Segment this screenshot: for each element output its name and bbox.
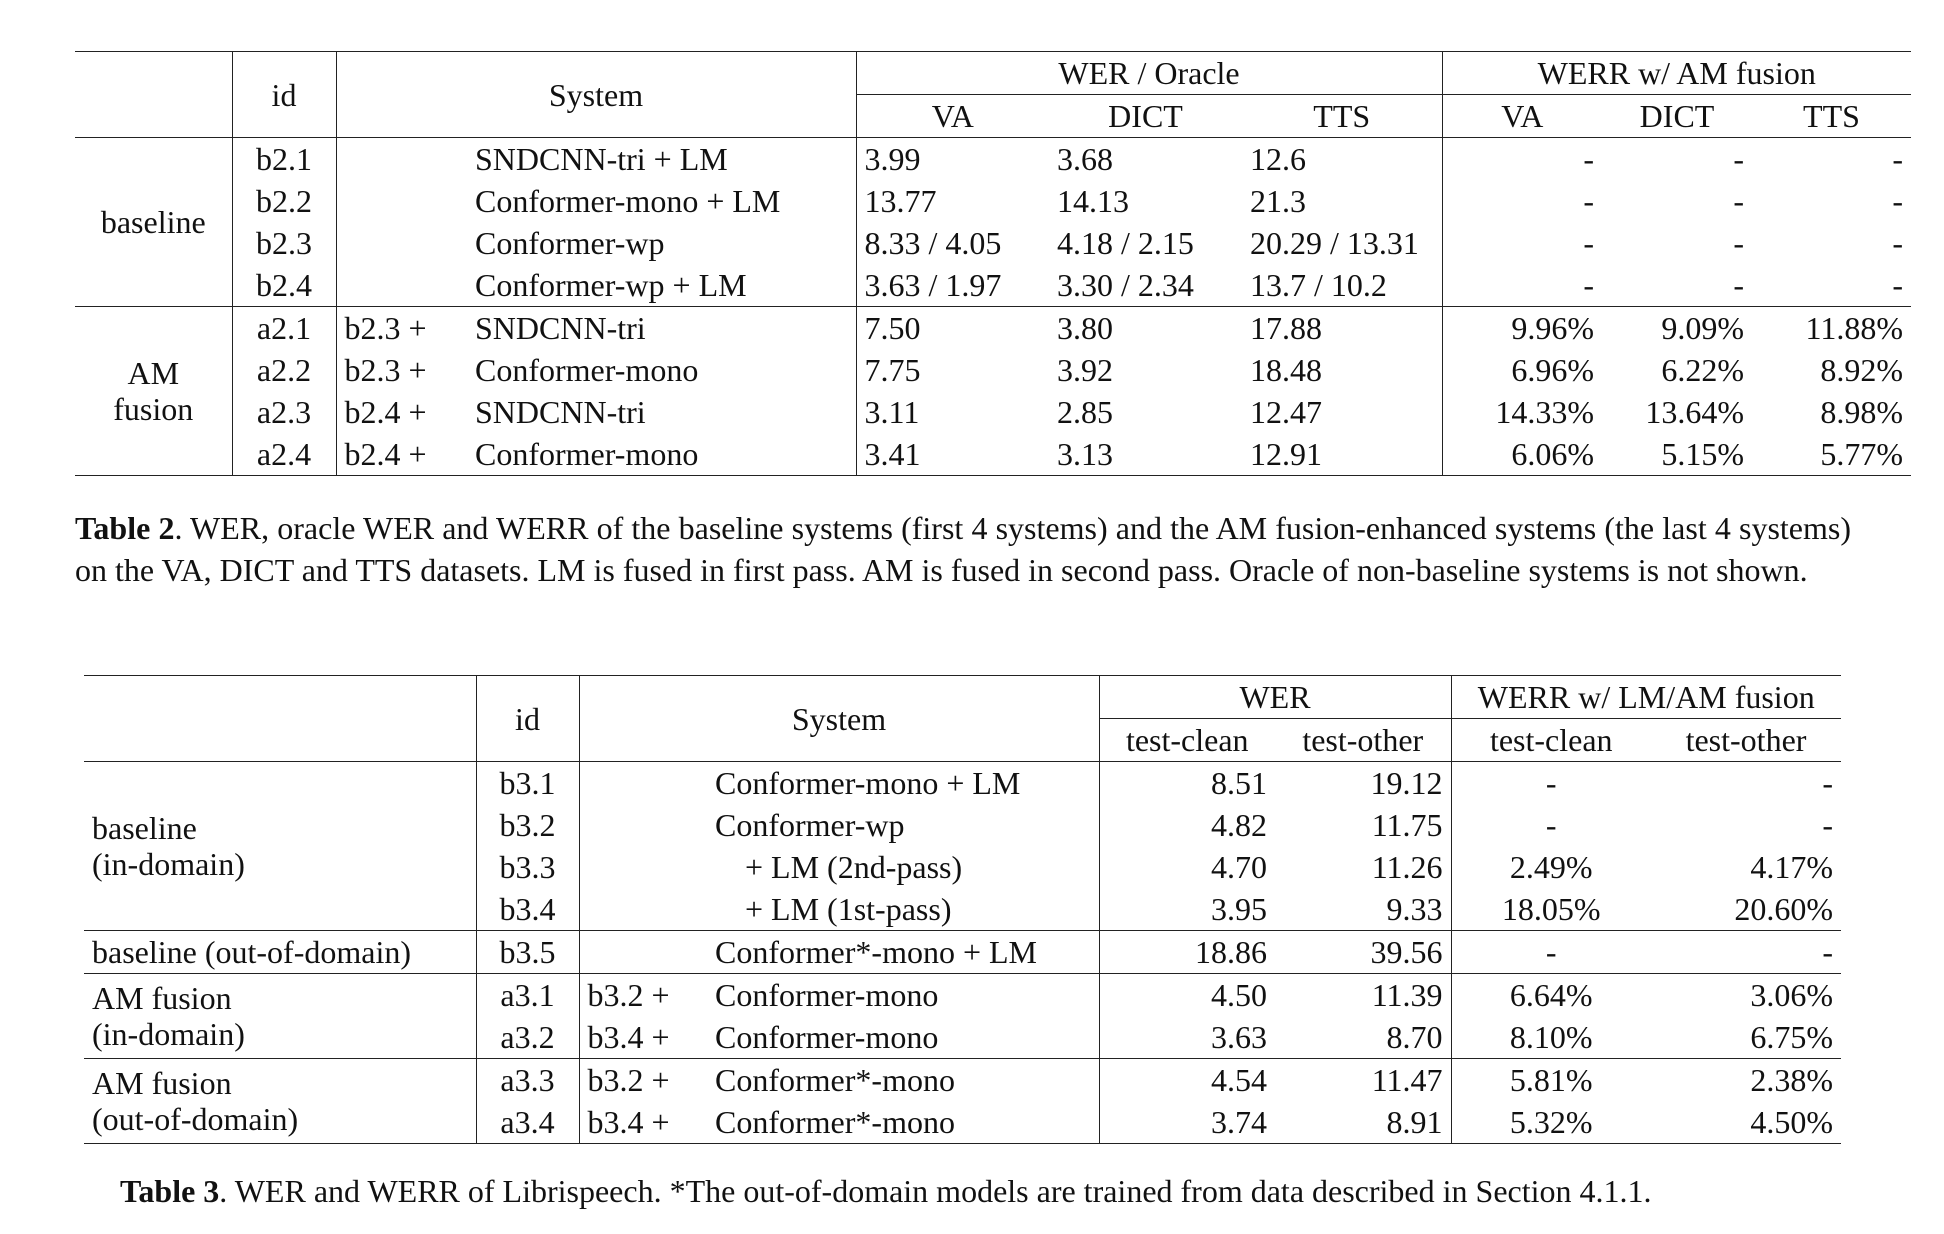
table-row: b2.2 Conformer-mono + LM 13.77 14.13 21.3 - - - (75, 180, 1911, 222)
table-3-group-baseline-out: baseline (out-of-domain) (84, 931, 476, 974)
table-row: a2.3 b2.4 + SNDCNN-tri 3.11 2.85 12.47 14.33% 13.64% 8.98% (75, 391, 1911, 433)
table-3-group-am-out: AM fusion (out-of-domain) (84, 1059, 476, 1144)
table-3-group-am-in: AM fusion (in-domain) (84, 974, 476, 1059)
table-2-caption (75, 507, 1851, 591)
table-row: b2.4 Conformer-wp + LM 3.63 / 1.97 3.30 / 2.34 13.7 / 10.2 - - - (75, 264, 1911, 307)
table-row: AM fusion a2.1 b2.3 + SNDCNN-tri 7.50 3.80 17.88 9.96% 9.09% 11.88% (75, 307, 1911, 350)
table-row: AM fusion (out-of-domain) a3.3 b3.2 + Conformer*-mono 4.54 11.47 5.81% 2.38% (84, 1059, 1841, 1102)
table-2-group-am-fusion: AM fusion (75, 307, 232, 476)
table-3-subcol-wer-other: test-other (1302, 722, 1424, 758)
table-2-subcol-werr-tts: TTS (1803, 98, 1860, 134)
table-3-group-werr: WERR w/ LM/AM fusion (1451, 676, 1841, 719)
table-row: b3.3 + LM (2nd-pass) 4.70 11.26 2.49% 4.17% (84, 846, 1841, 888)
table-3-col-system: System (579, 676, 1099, 762)
table-2-subcol-werr-va: VA (1442, 95, 1602, 138)
table-3-caption-text: . WER and WERR of Librispeech. *The out-of-domain models are trained from data described in Section 4.1.1. (219, 1173, 1652, 1209)
table-row: baseline (in-domain) b3.1 Conformer-mono + LM 8.51 19.12 - - (84, 762, 1841, 805)
table-2-group-werr: WERR w/ AM fusion (1442, 52, 1911, 95)
table-3-caption-label: Table 3 (120, 1173, 220, 1209)
table-row: a2.2 b2.3 + Conformer-mono 7.75 3.92 18.48 6.96% 6.22% 8.92% (75, 349, 1911, 391)
table-2-group-wer: WER / Oracle (856, 52, 1442, 95)
table-2-subcol-dict: DICT (1108, 98, 1183, 134)
table-row: b2.3 Conformer-wp 8.33 / 4.05 4.18 / 2.15 20.29 / 13.31 - - - (75, 222, 1911, 264)
table-row: a2.4 b2.4 + Conformer-mono 3.41 3.13 12.91 6.06% 5.15% 5.77% (75, 433, 1911, 476)
table-3 (84, 675, 1841, 1144)
table-2 (75, 51, 1911, 476)
table-2-header-row-1 (75, 52, 1911, 95)
table-3-group-baseline-in: baseline (in-domain) (84, 762, 476, 931)
table-2-col-id: id (232, 52, 336, 138)
table-2-caption-label: Table 2 (75, 510, 175, 546)
table-3-col-id: id (476, 676, 579, 762)
table-2-group-baseline: baseline (75, 138, 232, 307)
table-row: AM fusion (in-domain) a3.1 b3.2 + Conformer-mono 4.50 11.39 6.64% 3.06% (84, 974, 1841, 1017)
table-row: a3.4 b3.4 + Conformer*-mono 3.74 8.91 5.32% 4.50% (84, 1101, 1841, 1144)
table-2-subcol-werr-dict: DICT (1639, 98, 1715, 134)
table-2-subcol-va: VA (856, 95, 1049, 138)
table-3-subcol-werr-clean: test-clean (1451, 719, 1651, 762)
table-2-subcol-tts: TTS (1313, 98, 1371, 134)
table-row: b3.4 + LM (1st-pass) 3.95 9.33 18.05% 20.60% (84, 888, 1841, 931)
table-row: baseline b2.1 SNDCNN-tri + LM 3.99 3.68 12.6 - - - (75, 138, 1911, 181)
table-3-subcol-wer-clean: test-clean (1099, 719, 1275, 762)
table-2-caption-text: . WER, oracle WER and WERR of the baseline systems (first 4 systems) and the AM fusion-enhanced systems (the last 4 systems) on the VA, DICT and TTS datasets. LM is fused in first pass. AM is fused in second pass. Oracle of non-baseline systems is not shown. (75, 510, 1852, 588)
table-3-caption (120, 1170, 1840, 1212)
table-2-col-system: System (336, 52, 856, 138)
table-row: a3.2 b3.4 + Conformer-mono 3.63 8.70 8.10% 6.75% (84, 1016, 1841, 1059)
table-row: b3.2 Conformer-wp 4.82 11.75 - - (84, 804, 1841, 846)
table-3-header-row-1 (84, 676, 1841, 719)
table-3-subcol-werr-other: test-other (1685, 722, 1807, 758)
table-row: baseline (out-of-domain) b3.5 Conformer*-mono + LM 18.86 39.56 - - (84, 931, 1841, 974)
table-3-group-wer: WER (1099, 676, 1451, 719)
